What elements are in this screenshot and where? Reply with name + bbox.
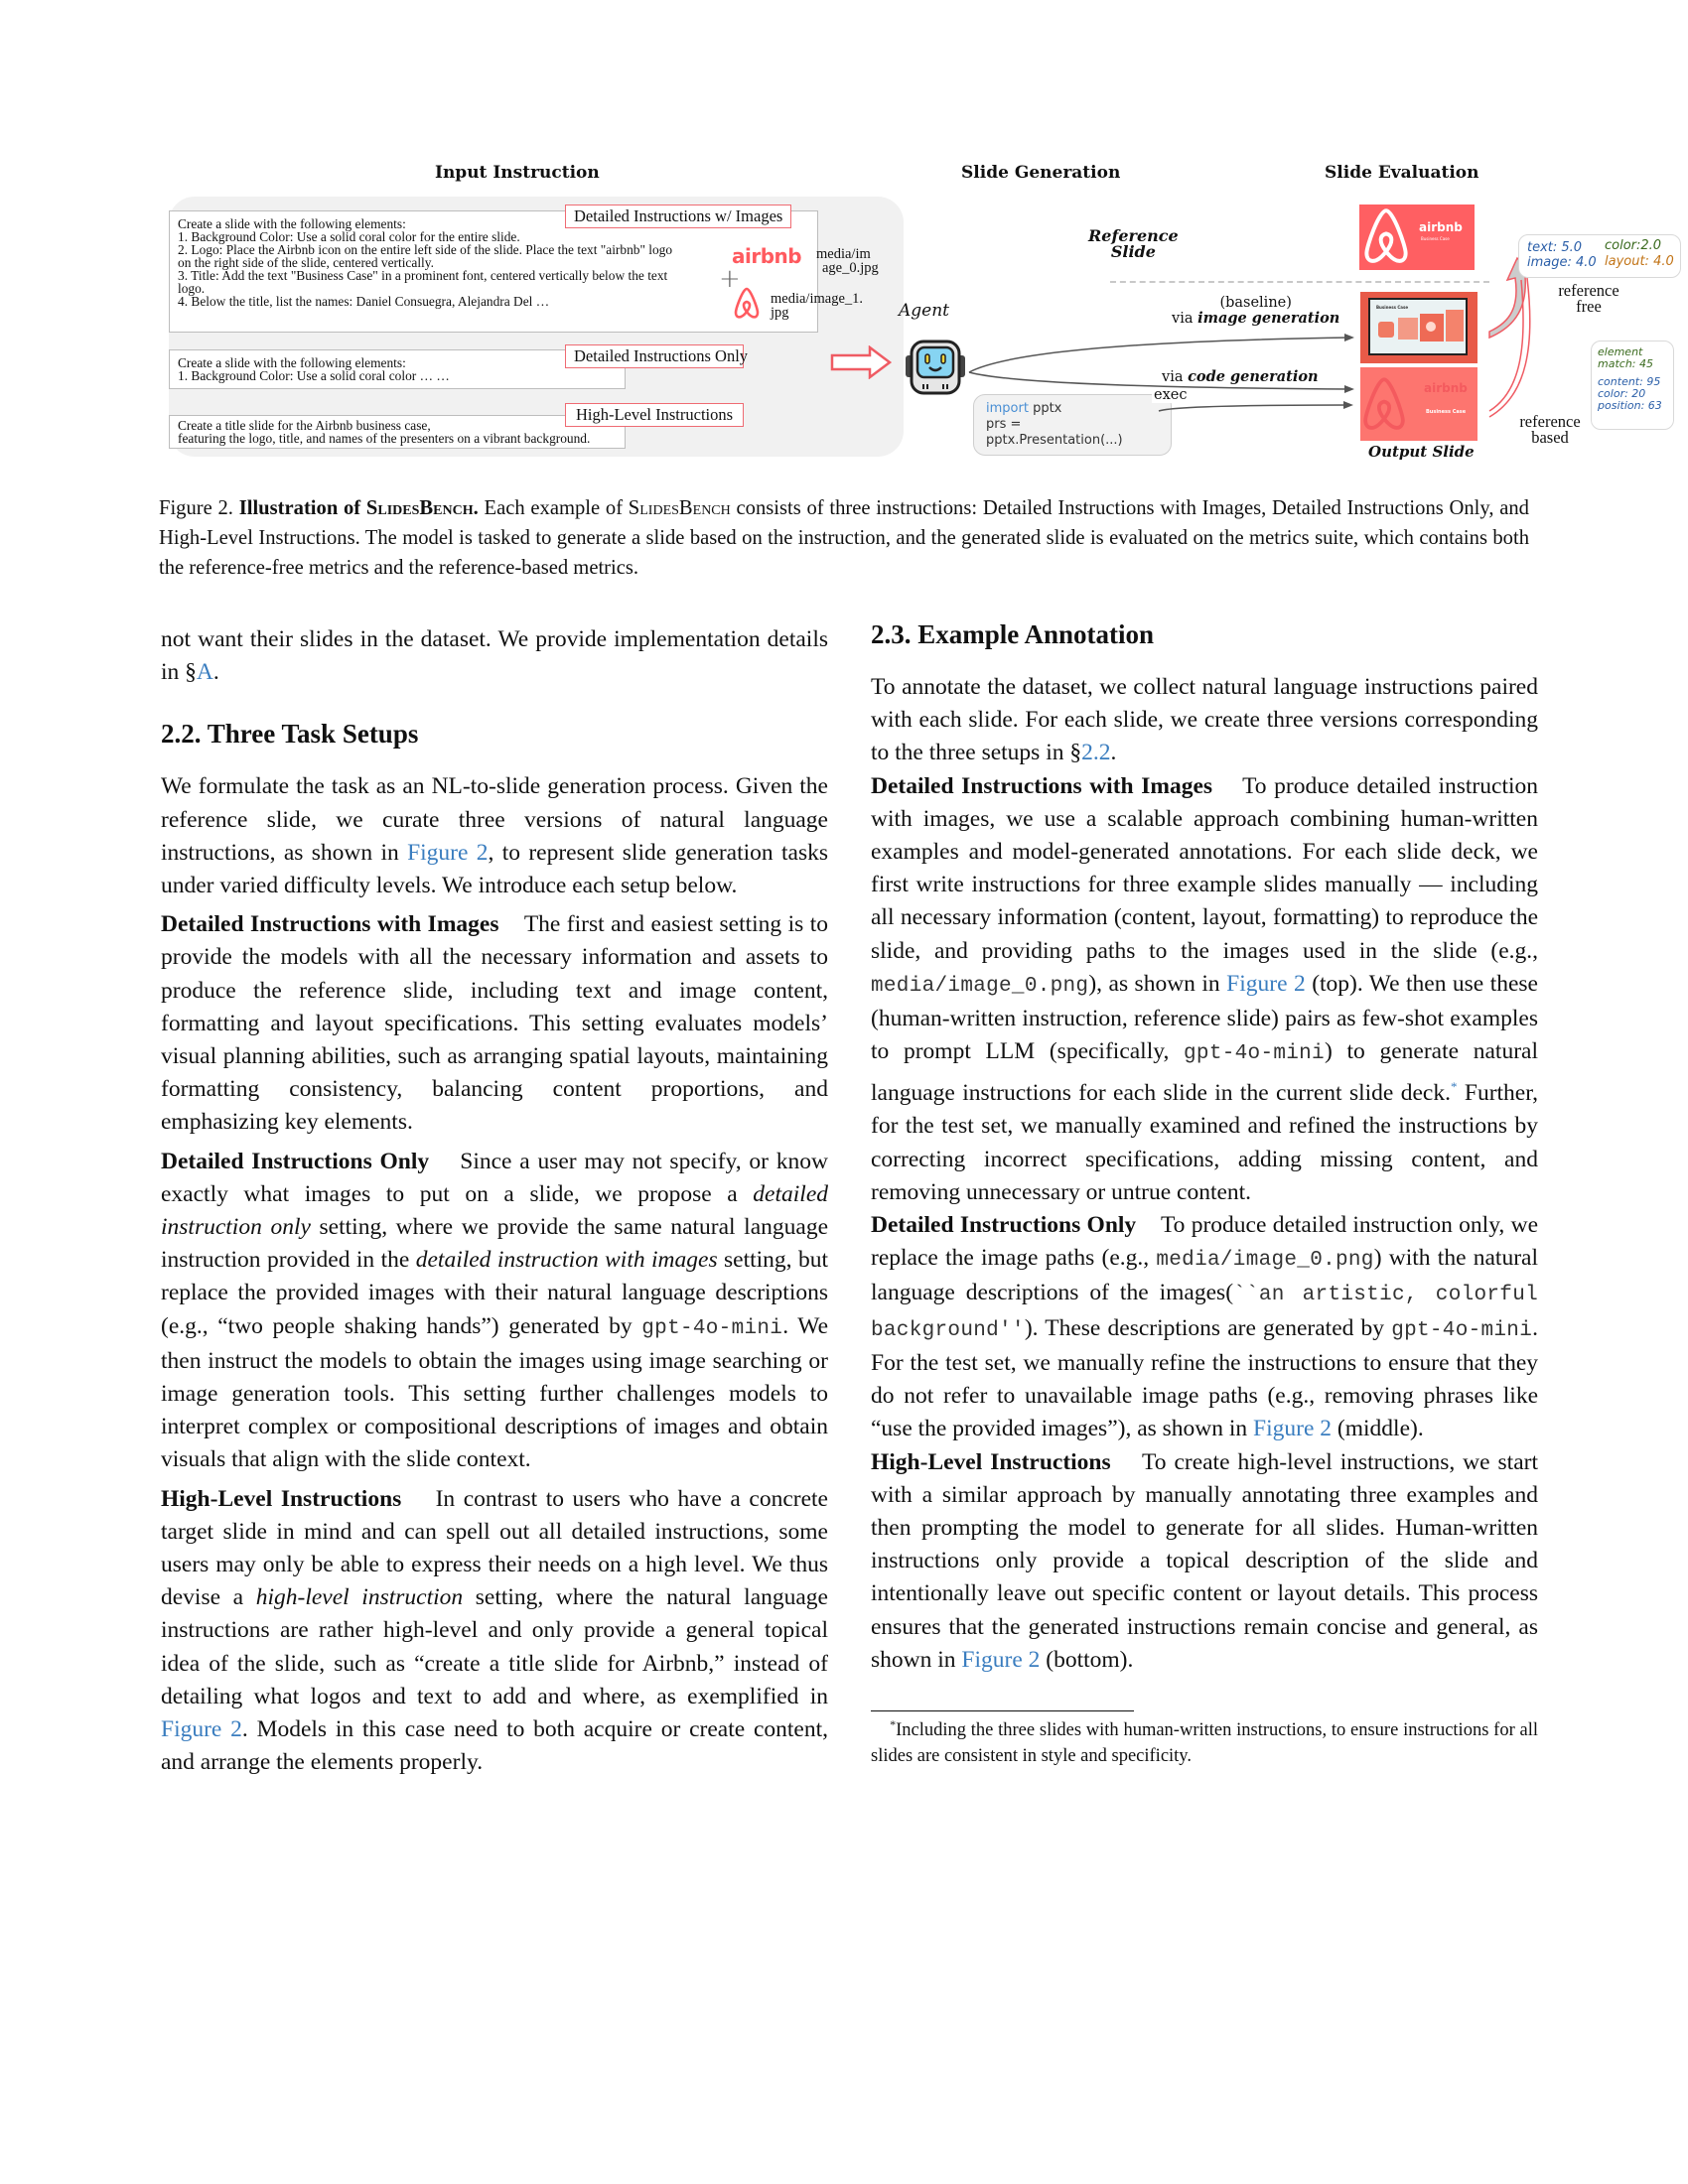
link-figure-2[interactable]: Figure 2 (1226, 970, 1306, 997)
slide-brand-text: airbnb (1424, 381, 1468, 395)
link-figure-2[interactable]: Figure 2 (1253, 1416, 1333, 1442)
run-in-heading: High-Level Instructions (161, 1485, 402, 1512)
instruction-high-level (169, 415, 626, 449)
instruction-line: on the right side of the slide, centered vertically. (178, 255, 434, 270)
code-generation-label: via code generation (1162, 368, 1319, 385)
paragraph: Detailed Instructions Only To produce detailed instruction only, we replace the image paths (e.g., media/image_0.png) with the natural language descriptions of the images(``an artistic, colorful background''). These descriptions are generated by gpt-4o-mini. For the test set, we manually refine the instructions to ensure that they do not refer to unavailable image paths (e.g., removing phrases like “use the provided images”), as shown in Figure 2 (middle). (871, 1212, 1539, 1442)
instruction-line: 4. Below the title, list the names: Daniel Consuegra, Alejandra Del … (178, 294, 550, 309)
run-in-heading: Detailed Instructions with Images (161, 911, 499, 938)
media-path-image-1: media/image_1. jpg (771, 291, 864, 321)
instruction-line: 1. Background Color: Use a solid coral color … … (178, 368, 450, 383)
robot-agent-icon (904, 340, 967, 395)
reference-slide-thumbnail (1359, 205, 1475, 270)
code-generation-output-slide (1360, 367, 1477, 441)
airbnb-belo-logo-icon (1361, 206, 1411, 268)
slide-brand-text: airbnb (1419, 220, 1463, 234)
instruction-line: Create a slide with the following elements: (178, 216, 406, 231)
instruction-line: Create a slide with the following elements: (178, 355, 406, 370)
left-column (161, 623, 828, 1780)
paragraph: To annotate the dataset, we collect natural language instructions paired with each slide. For each slide, we create three versions corresponding to the three setups in §2.2. (871, 674, 1538, 766)
section-heading-2-3: 2.3. Example Annotation (871, 619, 1155, 649)
run-in-heading: Detailed Instructions Only (161, 1148, 430, 1174)
reference-based-label: reference based (1519, 412, 1581, 447)
instruction-line: 3. Title: Add the text "Business Case" in a prominent font, centered vertically below the text (178, 268, 668, 283)
instruction-line: 2. Logo: Place the Airbnb icon on the entire left side of the slide. Place the text "airbnb" logo (178, 242, 673, 257)
instruction-line: 1. Background Color: Use a solid coral color for the entire slide. (178, 229, 520, 244)
paragraph: Detailed Instructions Only Since a user may not specify, or know exactly what images to put on a slide, we propose a detailed instruction only setting, where we provide the same natural language instruction provided in the detailed instruction with images setting, but replace the provided images with their natural language descriptions (e.g., “two people shaking hands”) generated by gpt-4o-mini. We then instruct the models to obtain the images using image searching or image generation tools. This setting further challenges models to interpret complex or compositional descriptions of images and obtain visuals that align with the slide context. (161, 1148, 829, 1473)
reference-free-label: reference free (1558, 281, 1619, 316)
output-slide-label: Output Slide (1368, 443, 1475, 461)
slide-title-text: Business Case (1426, 409, 1467, 415)
header-input-instruction: Input Instruction (435, 163, 600, 183)
tag-detailed-with-images: Detailed Instructions w/ Images (565, 205, 791, 228)
code-snippet: import pptx prs = pptx.Presentation(...) (973, 394, 1172, 456)
run-in-heading: Detailed Instructions with Images (871, 772, 1213, 799)
header-slide-evaluation: Slide Evaluation (1325, 163, 1479, 183)
instruction-detailed-only (169, 349, 626, 389)
plus-icon: + (719, 264, 741, 294)
caption-bold-lead: Illustration of SlidesBench. (238, 497, 479, 519)
link-appendix-a[interactable]: A (196, 659, 213, 686)
run-in-heading: High-Level Instructions (871, 1448, 1111, 1475)
instruction-line: Create a title slide for the Airbnb business case, (178, 418, 431, 433)
airbnb-belo-logo-icon (733, 287, 761, 321)
run-in-heading: Detailed Instructions Only (871, 1212, 1137, 1239)
slide-title-text: Business Case (1421, 236, 1450, 241)
paragraph: Detailed Instructions with Images The first and easiest setting is to provide the models with all the necessary information and assets to produce the reference slide, including text and image content, formatting and layout specifications. This setting evaluates models’ visual planning abilities, such as arranging spatial layouts, maintaining formatting consistency, balancing content proportions, and emphasizing key elements. (161, 911, 829, 1136)
link-section-2-2[interactable]: 2.2 (1081, 740, 1111, 766)
media-path-image-0: media/im age_0.jpg (816, 246, 879, 276)
tag-detailed-only: Detailed Instructions Only (565, 344, 744, 368)
reference-slide-label: Reference Slide (1088, 226, 1179, 261)
airbnb-belo-logo-icon (1360, 369, 1408, 441)
link-figure-2[interactable]: Figure 2 (961, 1646, 1041, 1673)
tag-high-level: High-Level Instructions (565, 403, 744, 427)
footnote: *Including the three slides with human-written instructions, to ensure instructions for all slides are consistent in style and specificity. (871, 1716, 1539, 1767)
paragraph: We formulate the task as an NL-to-slide generation process. Given the reference slide, we curate three versions of natural language instructions, as shown in Figure 2, to represent slide generation tasks under varied difficulty levels. We introduce each setup below. (161, 773, 828, 899)
header-slide-generation: Slide Generation (961, 163, 1121, 183)
image-generation-output-slide: Business Case (1360, 292, 1477, 363)
footnote-marker[interactable]: * (1450, 1079, 1458, 1095)
exec-label: exec (1154, 387, 1188, 403)
reference-divider (1110, 281, 1489, 283)
figure-label: Figure 2. (159, 497, 233, 519)
link-figure-2[interactable]: Figure 2 (161, 1716, 242, 1743)
exec-arrow (1157, 401, 1355, 413)
link-figure-2[interactable]: Figure 2 (407, 839, 489, 866)
instruction-line: logo. (178, 281, 206, 296)
paragraph: Detailed Instructions with Images To produce detailed instruction with images, we use a scalable approach combining human-written examples and model-generated annotations. For each slide deck, we first write instructions for three example slides manually — including all necessary information (content, layout, formatting) to reproduce the slide, and providing paths to the images used in the slide (e.g., media/image_0.png), as shown in Figure 2 (top). We then use these (human-written instruction, reference slide) pairs as few-shot examples to prompt LLM (specifically, gpt-4o-mini) to generate natural language instructions for each slide in the current slide deck.* Further, for the test set, we manually examined and refined the instructions by correcting incorrect specifications, adding missing content, and removing unnecessary or untrue content. (871, 772, 1539, 1205)
right-column (871, 617, 1538, 1769)
reference-free-metrics: text: 5.0 image: 4.0 color:2.0 layout: 4.0 (1518, 234, 1681, 278)
figure-2 (159, 149, 1674, 467)
figure-caption: Figure 2. Illustration of SlidesBench. Each example of SlidesBench consists of three instructions: Detailed Instructions with Images, Detailed Instructions Only, and High-Level Instructions. The model is tasked to generate a slide based on the instruction, and the generated slide is evaluated on the metrics suite, which contains both the reference-free metrics and the reference-based metrics. (159, 497, 1529, 579)
agent-label: Agent (899, 301, 949, 321)
paragraph: not want their slides in the dataset. We provide implementation details in §A. (161, 626, 828, 686)
reference-based-metrics: element match: 45 content: 95 color: 20 position: 63 (1591, 341, 1674, 430)
instruction-line: featuring the logo, title, and names of the presenters on a vibrant background. (178, 431, 591, 446)
baseline-label: (baseline) via image generation (1172, 295, 1340, 327)
airbnb-wordmark-icon: airbnb (732, 244, 802, 268)
section-heading-2-2: 2.2. Three Task Setups (161, 719, 419, 750)
arrow-right-icon (830, 345, 892, 379)
paragraph: High-Level Instructions In contrast to users who have a concrete target slide in mind and can spell out all detailed instructions, some users may only be able to express their needs on a high level. We thus devise a high-level instruction setting, where the natural language instructions are rather high-level and only provide a general topical idea of the slide, such as “create a title slide for Airbnb,” instead of detailing what logos and text to add and where, as exemplified in Figure 2. Models in this case need to both acquire or create content, and arrange the elements properly. (161, 1485, 828, 1776)
paragraph: High-Level Instructions To create high-level instructions, we start with a similar approach by manually annotating three examples and then prompting the model to generate for all slides. Human-written instructions only provide a topical description of the slide and intentionally leave out specific content or layout details. This process ensures that the generated instructions remain concise and general, as shown in Figure 2 (bottom). (871, 1448, 1538, 1673)
